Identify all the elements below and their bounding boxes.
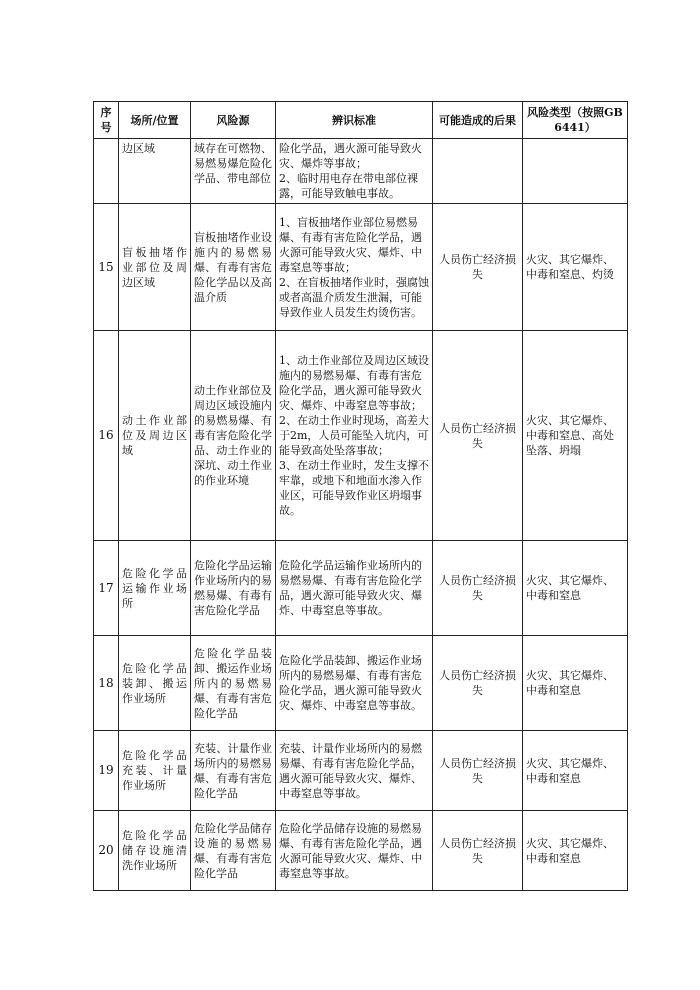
cell-risk-type: 火灾、其它爆炸、中毒和窒息、高处坠落、坍塌: [523, 331, 628, 541]
cell-consequence: 人员伤亡经济损失: [433, 636, 523, 731]
cell-serial-no: 18: [94, 636, 119, 731]
cell-criteria: [276, 811, 433, 891]
table-row: [94, 811, 628, 891]
cell-criteria: [276, 636, 433, 731]
cell-place: 危险化学品装卸、搬运作业场所: [119, 636, 191, 731]
table-row: [94, 731, 628, 811]
header-serial-no: 序号: [94, 102, 119, 139]
cell-criteria: [276, 541, 433, 636]
cell-risk-source: 动土作业部位及周边区域设施内的易燃易爆、有毒有害危险化学品、动土作业的深坑、动土作业的作业环境: [191, 331, 276, 541]
table-header-row: [94, 102, 628, 139]
cell-criteria: [276, 204, 433, 331]
cell-risk-source: 域存在可燃物、易燃易爆危险化学品、带电部位: [191, 139, 276, 204]
cell-place: 动土作业部位及周边区域: [119, 331, 191, 541]
criteria-text: 危险化学品装卸、搬运作业场所内的易燃易爆、有毒有害危险化学品，遇火源可能导致火灾、爆炸、中毒窒息等事故。: [279, 654, 422, 712]
cell-consequence: 人员伤亡经济损失: [433, 731, 523, 811]
cell-consequence: 人员伤亡经济损失: [433, 811, 523, 891]
criteria-text: 险化学品，遇火源可能导致火灾、爆炸等事故； 2、临时用电存在带电部位裸露，可能导致触电事故。: [279, 142, 422, 200]
table-row: [94, 204, 628, 331]
table-row: [94, 331, 628, 541]
cell-risk-type: [523, 139, 628, 204]
cell-serial-no: 16: [94, 331, 119, 541]
cell-place: 危险化学品储存设施清洗作业场所: [119, 811, 191, 891]
cell-serial-no: 19: [94, 731, 119, 811]
table-row: [94, 636, 628, 731]
cell-criteria: [276, 331, 433, 541]
header-risk-type: 风险类型（按照GB6441）: [523, 102, 628, 139]
risk-identification-table: [93, 101, 628, 891]
cell-place: 危险化学品运输作业场所: [119, 541, 191, 636]
cell-risk-source: 盲板抽堵作业设施内的易燃易爆、有毒有害危险化学品以及高温介质: [191, 204, 276, 331]
cell-place: 盲板抽堵作业部位及周边区域: [119, 204, 191, 331]
cell-place: 边区域: [119, 139, 191, 204]
cell-consequence: 人员伤亡经济损失: [433, 541, 523, 636]
cell-risk-type: 火灾、其它爆炸、中毒和窒息: [523, 636, 628, 731]
cell-risk-type: 火灾、其它爆炸、中毒和窒息: [523, 731, 628, 811]
cell-risk-source: 危险化学品储存设施的易燃易爆、有毒有害危险化学品: [191, 811, 276, 891]
cell-risk-source: 危险化学品运输作业场所内的易燃易爆、有毒有害危险化学品: [191, 541, 276, 636]
cell-risk-source: 危险化学品装卸、搬运作业场所内的易燃易爆、有毒有害危险化学品: [191, 636, 276, 731]
cell-criteria: [276, 139, 433, 204]
cell-risk-type: 火灾、其它爆炸、中毒和窒息、灼烫: [523, 204, 628, 331]
table-row: [94, 541, 628, 636]
criteria-text: 1、动土作业部位及周边区域设施内的易燃易爆、有毒有害危险化学品，遇火源可能导致火灾、爆炸、中毒窒息等事故； 2、在动土作业时现场，高差大于2m，人员可能坠入坑内，可能导致高处坠落事故； 3、在动土作业时，发生支撑不牢靠，或地下和地面水渗入作业区，可能导致作业区坍塌事故。: [279, 354, 429, 517]
cell-serial-no: 17: [94, 541, 119, 636]
cell-risk-type: 火灾、其它爆炸、中毒和窒息: [523, 541, 628, 636]
cell-serial-no: 15: [94, 204, 119, 331]
header-consequence: 可能造成的后果: [433, 102, 523, 139]
criteria-text: 危险化学品储存设施的易燃易爆、有毒有害危险化学品，遇火源可能导致火灾、爆炸、中毒窒息等事故。: [279, 821, 422, 880]
header-criteria: 辨识标准: [276, 102, 433, 139]
cell-criteria: [276, 731, 433, 811]
cell-risk-source: 充装、计量作业场所内的易燃易爆、有毒有害危险化学品: [191, 731, 276, 811]
header-place: 场所/位置: [119, 102, 191, 139]
cell-consequence: 人员伤亡经济损失: [433, 204, 523, 331]
criteria-text: 1、盲板抽堵作业部位易燃易爆、有毒有害危险化学品，遇火源可能导致火灾、爆炸、中毒窒息等事故； 2、在盲板抽堵作业时，强腐蚀或者高温介质发生泄漏，可能导致作业人员发生灼烫伤害。: [279, 215, 429, 319]
header-risk-source: 风险源: [191, 102, 276, 139]
cell-consequence: [433, 139, 523, 204]
criteria-text: 危险化学品运输作业场所内的易燃易爆、有毒有害危险化学品，遇火源可能导致火灾、爆炸、中毒窒息等事故。: [279, 559, 422, 617]
cell-place: 危险化学品充装、计量作业场所: [119, 731, 191, 811]
cell-risk-type: 火灾、其它爆炸、中毒和窒息: [523, 811, 628, 891]
table-row: [94, 139, 628, 204]
cell-serial-no: 20: [94, 811, 119, 891]
criteria-text: 充装、计量作业场所内的易燃易爆、有毒有害危险化学品，遇火源可能导致火灾、爆炸、中毒窒息等事故。: [279, 741, 422, 800]
cell-consequence: 人员伤亡经济损失: [433, 331, 523, 541]
cell-serial-no: [94, 139, 119, 204]
